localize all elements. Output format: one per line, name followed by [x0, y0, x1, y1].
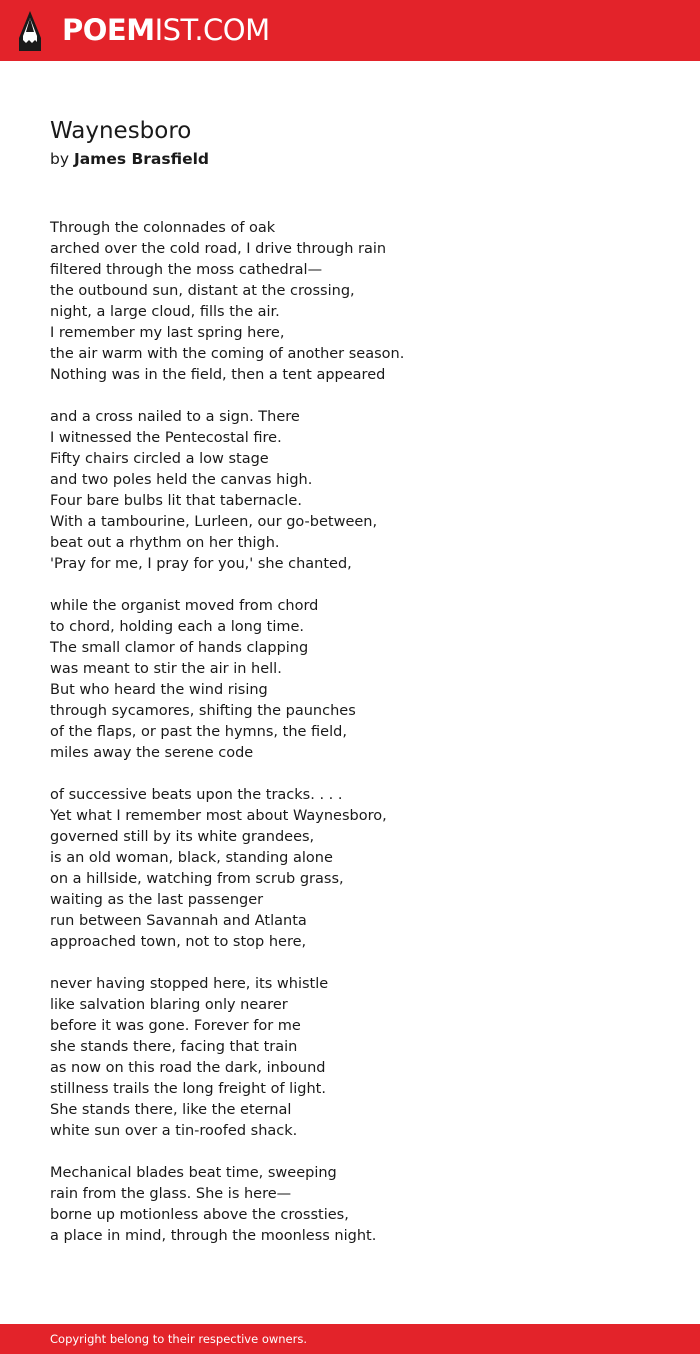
poem-line: run between Savannah and Atlanta [50, 913, 307, 929]
poem-line: and a cross nailed to a sign. There [50, 409, 300, 425]
poem-line: With a tambourine, Lurleen, our go-between, [50, 514, 378, 530]
poem-line: is an old woman, black, standing alone [50, 850, 333, 866]
poem-line: She stands there, like the eternal [50, 1102, 292, 1118]
stanza [50, 1163, 670, 1247]
poem-line: rain from the glass. She is here— [50, 1186, 292, 1202]
poem-title: Waynesboro [50, 118, 192, 144]
stanza [50, 785, 670, 953]
poem-line: Mechanical blades beat time, sweeping [50, 1165, 337, 1181]
poem-line: on a hillside, watching from scrub grass, [50, 871, 344, 887]
stanza [50, 974, 670, 1142]
poem-line: like salvation blaring only nearer [50, 997, 288, 1013]
poem-line: I witnessed the Pentecostal fire. [50, 430, 282, 446]
poem-line: miles away the serene code [50, 745, 254, 761]
poem-line: night, a large cloud, fills the air. [50, 304, 280, 320]
poem-line: before it was gone. Forever for me [50, 1018, 301, 1034]
poem-line: never having stopped here, its whistle [50, 976, 329, 992]
poem-line: a place in mind, through the moonless night. [50, 1228, 377, 1244]
poem-line: Four bare bulbs lit that tabernacle. [50, 493, 302, 509]
byline [50, 148, 209, 170]
poem-line: of the flaps, or past the hymns, the field, [50, 724, 347, 740]
poem-line: of successive beats upon the tracks. . . . [50, 787, 343, 803]
poem-line: white sun over a tin-roofed shack. [50, 1123, 298, 1139]
poem-line: to chord, holding each a long time. [50, 619, 304, 635]
stanza [50, 407, 670, 575]
poem-line: through sycamores, shifting the paunches [50, 703, 356, 719]
poem-line: The small clamor of hands clapping [50, 640, 309, 656]
pen-nib-icon[interactable] [17, 10, 43, 52]
brand-light: IST.COM [154, 13, 270, 47]
poem-line: the air warm with the coming of another season. [50, 346, 405, 362]
poem-line: as now on this road the dark, inbound [50, 1060, 326, 1076]
copyright-text: Copyright belong to their respective owners. [50, 1332, 308, 1346]
poem-line: stillness trails the long freight of light. [50, 1081, 326, 1097]
poem-line: she stands there, facing that train [50, 1039, 298, 1055]
poem-line: 'Pray for me, I pray for you,' she chanted, [50, 556, 352, 572]
by-label: by [50, 150, 70, 168]
stanza [50, 218, 670, 386]
poem-line: arched over the cold road, I drive through rain [50, 241, 387, 257]
site-footer [0, 1324, 700, 1354]
poem-line: Through the colonnades of oak [50, 220, 276, 236]
poem-line: Yet what I remember most about Waynesboro, [50, 808, 387, 824]
poem-line: Fifty chairs circled a low stage [50, 451, 269, 467]
poem-line: Nothing was in the field, then a tent appeared [50, 367, 386, 383]
poem-line: was meant to stir the air in hell. [50, 661, 282, 677]
poem-line: the outbound sun, distant at the crossing, [50, 283, 355, 299]
site-header [0, 0, 700, 61]
site-logo-text[interactable] [62, 12, 270, 48]
poem-line: and two poles held the canvas high. [50, 472, 313, 488]
poem-line: I remember my last spring here, [50, 325, 285, 341]
poem-line: But who heard the wind rising [50, 682, 268, 698]
poem-line: borne up motionless above the crossties, [50, 1207, 349, 1223]
brand-strong: POEM [62, 13, 155, 47]
poem-body [50, 218, 670, 1268]
poem-line: waiting as the last passenger [50, 892, 264, 908]
stanza [50, 596, 670, 764]
poem-line: beat out a rhythm on her thigh. [50, 535, 280, 551]
poem-line: while the organist moved from chord [50, 598, 319, 614]
poem-line: governed still by its white grandees, [50, 829, 315, 845]
author-name: James Brasfield [73, 150, 210, 168]
poem-line: filtered through the moss cathedral— [50, 262, 323, 278]
poem-line: approached town, not to stop here, [50, 934, 307, 950]
